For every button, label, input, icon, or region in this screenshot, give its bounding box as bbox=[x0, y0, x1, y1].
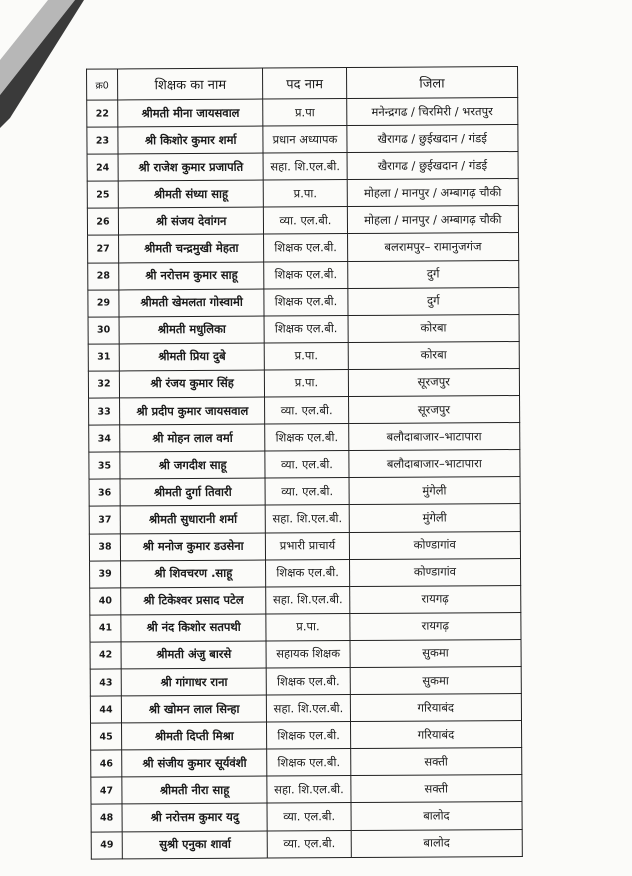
table-row bbox=[90, 639, 521, 669]
teacher-name-cell: श्री नंद किशोर सतपथी bbox=[121, 614, 266, 642]
teacher-name-cell: श्रीमती मीना जायसवाल bbox=[118, 99, 263, 127]
serial-no-cell: 34 bbox=[89, 425, 120, 452]
post-name-cell: शिक्षक एल.बी. bbox=[264, 315, 347, 343]
serial-no-cell: 24 bbox=[87, 154, 118, 181]
teacher-name-cell: श्री गांगाधर राना bbox=[121, 668, 266, 696]
table-row bbox=[87, 152, 518, 182]
post-name-cell: सहा. शि.एल.बी. bbox=[266, 586, 349, 614]
teacher-name-cell: श्रीमती प्रिया दुबे bbox=[119, 343, 264, 371]
serial-no-cell: 33 bbox=[89, 398, 120, 425]
district-cell: सूरजपुर bbox=[348, 396, 519, 424]
table-row bbox=[88, 287, 519, 317]
table-row bbox=[89, 477, 520, 507]
table-row bbox=[91, 721, 522, 751]
teacher-name-cell: श्री संजय देवांगन bbox=[118, 207, 263, 235]
serial-no-cell: 26 bbox=[87, 208, 118, 235]
district-cell: मुंगेली bbox=[349, 504, 520, 532]
post-name-cell: सहा. शि.एल.बी. bbox=[266, 505, 349, 533]
post-name-cell: प्रधान अध्यापक bbox=[263, 126, 346, 154]
post-name-cell: सहायक शिक्षक bbox=[266, 640, 349, 668]
district-cell: सक्ती bbox=[351, 775, 522, 803]
table-row bbox=[89, 450, 520, 480]
district-cell: सुकमा bbox=[350, 639, 521, 667]
table-header-row bbox=[87, 67, 518, 101]
table-row bbox=[91, 748, 522, 778]
serial-no-cell: 36 bbox=[89, 479, 120, 506]
teacher-name-cell: श्रीमती चन्द्रमुखी मेहता bbox=[119, 235, 264, 263]
serial-no-cell: 30 bbox=[88, 317, 119, 344]
district-cell: कोण्डागांव bbox=[349, 558, 520, 586]
post-name-cell: शिक्षक एल.बी. bbox=[265, 424, 348, 452]
serial-no-cell: 47 bbox=[91, 777, 122, 804]
serial-no-cell: 27 bbox=[88, 235, 119, 262]
post-name-cell: शिक्षक एल.बी. bbox=[267, 668, 350, 696]
post-name-cell: प्र.पा. bbox=[265, 369, 348, 397]
district-cell: मोहला / मानपुर / अम्बागढ़ चौकी bbox=[347, 206, 518, 234]
post-name-cell: प्र.पा bbox=[263, 99, 346, 127]
table-row bbox=[87, 206, 518, 236]
table-row bbox=[90, 558, 521, 588]
header-post-name: पद नाम bbox=[263, 68, 347, 100]
district-cell: खैरागढ / छुईखदान / गंडई bbox=[347, 125, 518, 153]
district-cell: बलौदाबाजार–भाटापारा bbox=[348, 423, 519, 451]
post-name-cell: व्या. एल.बी. bbox=[265, 478, 348, 506]
teacher-name-cell: श्रीमती अंजु बारसे bbox=[121, 641, 266, 669]
teacher-list-table bbox=[86, 66, 523, 859]
serial-no-cell: 31 bbox=[88, 344, 119, 371]
district-cell: रायगढ़ bbox=[350, 612, 521, 640]
table-row bbox=[88, 233, 519, 263]
district-cell: दुर्ग bbox=[348, 287, 519, 315]
district-cell: गरियाबंद bbox=[350, 721, 521, 749]
post-name-cell: व्या. एल.बी. bbox=[267, 803, 350, 831]
serial-no-cell: 44 bbox=[90, 696, 121, 723]
teacher-name-cell: श्री शिवचरण .साहू bbox=[121, 560, 266, 588]
teacher-name-cell: श्रीमती नीरा साहू bbox=[122, 776, 267, 804]
teacher-name-cell: श्री जगदीश साहू bbox=[120, 451, 265, 479]
district-cell: खैरागढ / छुईखदान / गंडई bbox=[347, 152, 518, 180]
teacher-name-cell: श्री संजीय कुमार सूर्यवंशी bbox=[122, 749, 267, 777]
table-row bbox=[89, 531, 520, 561]
serial-no-cell: 39 bbox=[90, 561, 121, 588]
serial-no-cell: 40 bbox=[90, 588, 121, 615]
table-row bbox=[90, 666, 521, 696]
district-cell: बलरामपुर– रामानुजगंज bbox=[347, 233, 518, 261]
teacher-name-cell: श्री रंजय कुमार सिंह bbox=[119, 370, 264, 398]
post-name-cell: प्रभारी प्राचार्य bbox=[266, 532, 349, 560]
teacher-name-cell: श्रीमती संध्या साहू bbox=[118, 180, 263, 208]
serial-no-cell: 49 bbox=[91, 831, 122, 858]
district-cell: मुंगेली bbox=[349, 477, 520, 505]
table-row bbox=[87, 179, 518, 209]
serial-no-cell: 48 bbox=[91, 804, 122, 831]
post-name-cell: व्या. एल.बी. bbox=[265, 451, 348, 479]
teacher-name-cell: सुश्री एनुका शार्वा bbox=[122, 831, 267, 859]
teacher-name-cell: श्रीमती दिप्ती मिश्रा bbox=[122, 722, 267, 750]
scan-corner-shadow bbox=[0, 0, 90, 130]
table-row bbox=[88, 341, 519, 371]
serial-no-cell: 22 bbox=[87, 100, 118, 127]
district-cell: सूरजपुर bbox=[348, 368, 519, 396]
table-row bbox=[89, 504, 520, 534]
serial-no-cell: 45 bbox=[91, 723, 122, 750]
teacher-name-cell: श्री टिकेश्वर प्रसाद पटेल bbox=[121, 587, 266, 615]
post-name-cell: प्र.पा. bbox=[265, 342, 348, 370]
table-row bbox=[88, 368, 519, 398]
post-name-cell: शिक्षक एल.बी. bbox=[264, 288, 347, 316]
teacher-name-cell: श्रीमती मधुलिका bbox=[119, 316, 264, 344]
table-row bbox=[91, 829, 522, 859]
district-cell: रायगढ़ bbox=[349, 585, 520, 613]
table-row bbox=[90, 612, 521, 642]
post-name-cell: शिक्षक एल.बी. bbox=[267, 722, 350, 750]
serial-no-cell: 32 bbox=[88, 371, 119, 398]
table-body bbox=[87, 98, 523, 859]
table-row bbox=[90, 585, 521, 615]
serial-no-cell: 46 bbox=[91, 750, 122, 777]
post-name-cell: शिक्षक एल.बी. bbox=[266, 559, 349, 587]
teacher-name-cell: श्री मनोज कुमार डउसेना bbox=[120, 533, 265, 561]
teacher-name-cell: श्री प्रदीप कुमार जायसवाल bbox=[120, 397, 265, 425]
post-name-cell: सहा. शि.एल.बी. bbox=[267, 776, 350, 804]
post-name-cell: सहा. शि.एल.बी. bbox=[267, 695, 350, 723]
table-row bbox=[88, 314, 519, 344]
teacher-name-cell: श्री मोहन लाल वर्मा bbox=[120, 424, 265, 452]
serial-no-cell: 29 bbox=[88, 290, 119, 317]
serial-no-cell: 37 bbox=[89, 506, 120, 533]
serial-no-cell: 28 bbox=[88, 263, 119, 290]
table-row bbox=[88, 260, 519, 290]
teacher-name-cell: श्री किशोर कुमार शर्मा bbox=[118, 126, 263, 154]
serial-no-cell: 43 bbox=[90, 669, 121, 696]
district-cell: मनेन्द्रगढ / चिरमिरी / भरतपुर bbox=[346, 98, 517, 126]
district-cell: कोरबा bbox=[348, 341, 519, 369]
serial-no-cell: 35 bbox=[89, 452, 120, 479]
header-teacher-name: शिक्षक का नाम bbox=[118, 68, 263, 100]
serial-no-cell: 23 bbox=[87, 127, 118, 154]
table-row bbox=[91, 775, 522, 805]
table-row bbox=[87, 98, 518, 128]
district-cell: बालोद bbox=[351, 802, 522, 830]
district-cell: गरियाबंद bbox=[350, 694, 521, 722]
post-name-cell: व्या. एल.बी. bbox=[264, 207, 347, 235]
table-row bbox=[91, 802, 522, 832]
post-name-cell: शिक्षक एल.बी. bbox=[264, 261, 347, 289]
district-cell: बालोद bbox=[351, 829, 522, 857]
teacher-name-cell: श्री नरोत्तम कुमार साहू bbox=[119, 262, 264, 290]
table-row bbox=[87, 125, 518, 155]
teacher-name-cell: श्रीमती खेमलता गोस्वामी bbox=[119, 289, 264, 317]
post-name-cell: प्र.पा. bbox=[264, 180, 347, 208]
district-cell: दुर्ग bbox=[347, 260, 518, 288]
serial-no-cell: 41 bbox=[90, 615, 121, 642]
post-name-cell: व्या. एल.बी. bbox=[265, 397, 348, 425]
serial-no-cell: 25 bbox=[87, 181, 118, 208]
header-district: जिला bbox=[346, 67, 517, 99]
teacher-name-cell: श्री राजेश कुमार प्रजापति bbox=[118, 153, 263, 181]
district-cell: कोरबा bbox=[348, 314, 519, 342]
table-row bbox=[89, 396, 520, 426]
teacher-name-cell: श्रीमती दुर्गा तिवारी bbox=[120, 478, 265, 506]
district-cell: सक्ती bbox=[350, 748, 521, 776]
teacher-name-cell: श्री खोमन लाल सिन्हा bbox=[121, 695, 266, 723]
table-row bbox=[89, 423, 520, 453]
district-cell: कोण्डागांव bbox=[349, 531, 520, 559]
post-name-cell: व्या. एल.बी. bbox=[268, 830, 351, 858]
post-name-cell: शिक्षक एल.बी. bbox=[264, 234, 347, 262]
district-cell: बलौदाबाजार–भाटापारा bbox=[349, 450, 520, 478]
teacher-name-cell: श्रीमती सुधारानी शर्मा bbox=[120, 505, 265, 533]
post-name-cell: शिक्षक एल.बी. bbox=[267, 749, 350, 777]
serial-no-cell: 38 bbox=[89, 533, 120, 560]
serial-no-cell: 42 bbox=[90, 642, 121, 669]
teacher-name-cell: श्री नरोत्तम कुमार यदु bbox=[122, 803, 267, 831]
district-cell: मोहला / मानपुर / अम्बागढ़ चौकी bbox=[347, 179, 518, 207]
post-name-cell: प्र.पा. bbox=[266, 613, 349, 641]
header-serial-no: क्र0 bbox=[87, 69, 118, 100]
post-name-cell: सहा. शि.एल.बी. bbox=[263, 153, 346, 181]
table-row bbox=[90, 694, 521, 724]
district-cell: सुकमा bbox=[350, 666, 521, 694]
